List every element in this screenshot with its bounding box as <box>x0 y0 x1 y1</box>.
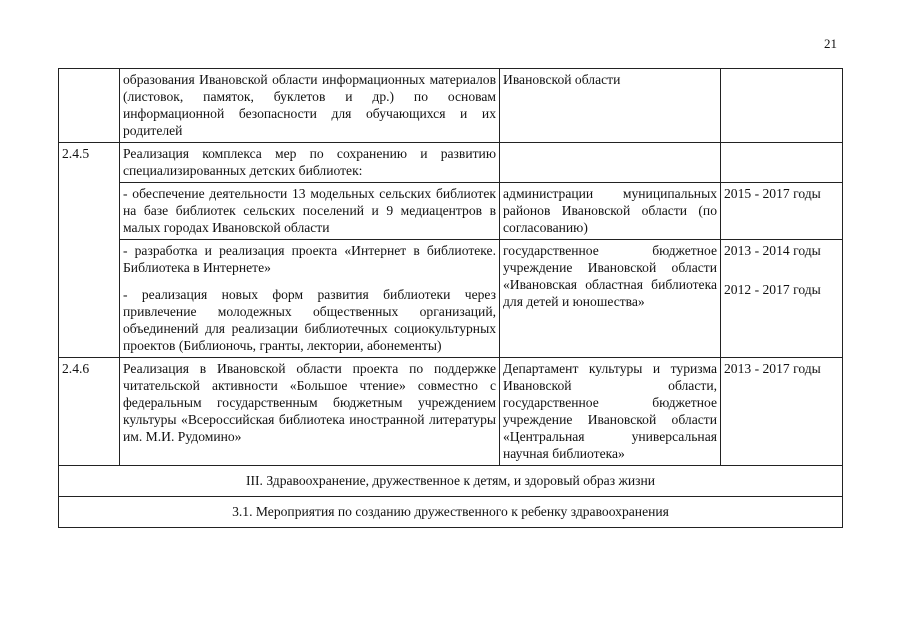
table-row <box>59 183 843 240</box>
subsection-heading-row <box>59 497 843 528</box>
measure-cell: образования Ивановской области информационных материалов (листовок, памяток, буклетов и др.) по основам информационной безопасности для обучающихся и их родителей <box>120 69 500 143</box>
executor-cell: государственное бюджетное учреждение Ивановской области «Ивановская областная библиотека для детей и юношества» <box>500 240 721 358</box>
table-row <box>59 240 843 358</box>
period-text: 2012 - 2017 годы <box>724 282 821 297</box>
item-number-cell <box>59 69 120 143</box>
measure-cell: Реализация в Ивановской области проекта по поддержке читательской активности «Большое чтение» совместно с федеральным государственным бюджетным учреждением культуры «Всероссийская библиотека иностранной литературы им. М.И. Рудомино» <box>120 358 500 466</box>
period-text: 2013 - 2014 годы <box>724 243 821 258</box>
table-row <box>59 358 843 466</box>
period-cell: 2013 - 2017 годы <box>721 358 843 466</box>
period-cell <box>721 143 843 183</box>
measure-cell: - обеспечение деятельности 13 модельных сельских библиотек на базе библиотек сельских поселений и 9 медиацентров в малых городах Ивановской области <box>120 183 500 240</box>
measures-table <box>58 68 843 528</box>
item-number-cell: 2.4.5 <box>59 143 120 358</box>
section-heading-row <box>59 466 843 497</box>
executor-cell: Ивановской области <box>500 69 721 143</box>
section-heading: III. Здравоохранение, дружественное к детям, и здоровый образ жизни <box>59 466 843 497</box>
period-cell <box>721 240 843 358</box>
table-row <box>59 143 843 183</box>
item-number-cell: 2.4.6 <box>59 358 120 466</box>
executor-cell: Департамент культуры и туризма Ивановской области, государственное бюджетное учреждение Ивановской области «Центральная универсальная научная библиотека» <box>500 358 721 466</box>
executor-cell <box>500 143 721 183</box>
measure-cell <box>120 240 500 358</box>
measure-cell: Реализация комплекса мер по сохранению и развитию специализированных детских библиотек: <box>120 143 500 183</box>
period-cell <box>721 69 843 143</box>
period-cell: 2015 - 2017 годы <box>721 183 843 240</box>
executor-cell: администрации муниципальных районов Ивановской области (по согласованию) <box>500 183 721 240</box>
page-number: 21 <box>824 36 837 51</box>
table-row <box>59 69 843 143</box>
subsection-heading: 3.1. Мероприятия по созданию дружественного к ребенку здравоохранения <box>59 497 843 528</box>
measure-text: - разработка и реализация проекта «Интернет в библиотеке. Библиотека в Интернете» <box>123 243 496 275</box>
measure-text: - реализация новых форм развития библиотеки через привлечение молодежных общественных организаций, объединений для реализации библиотечных социокультурных проектов (Библионочь, гранты, лектории, абонементы) <box>123 287 496 353</box>
